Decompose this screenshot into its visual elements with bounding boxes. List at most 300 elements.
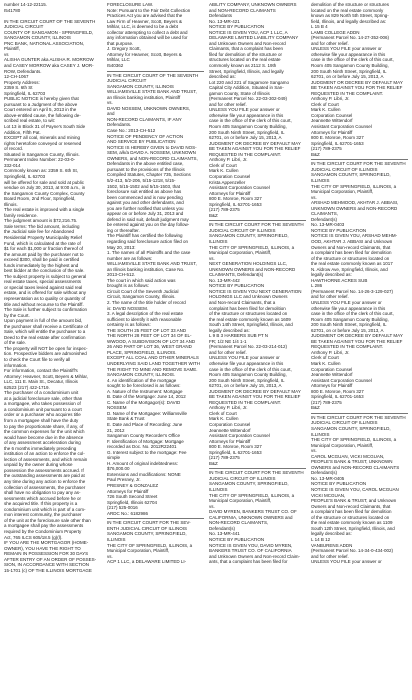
notice-text-line: located on the real estate commonly	[311, 7, 384, 13]
notice-text-line: The real estate is improved with a single	[4, 207, 85, 213]
notice-text-line: JUDGMENT OR DECREE BY DEFAULT MAY	[311, 333, 403, 339]
notice-text-line: vs.	[311, 194, 317, 200]
notice-text-line: scribed real estate, to wit:	[4, 118, 56, 124]
notice-text-line: THE RIGHT TO MINE AND REMOVE SAME.	[107, 366, 198, 372]
notice-text-line: above-entitled cause, the following de-	[4, 112, 81, 118]
notice-text-line: Mark K. Cullen	[311, 107, 341, 113]
notice-text-line: NOTICE BY PUBLICATION	[209, 283, 265, 289]
notice-text-line: ILLINOIS	[311, 177, 330, 183]
notice-text-line: IN THE CIRCUIT COURT FOR THE SEVENTH	[311, 414, 406, 420]
notice-text-line: SEM, a/k/a DAVID A. NOSSEM, UNKNOWN	[107, 150, 196, 156]
notice-text-line: IN THE CIRCUIT COURT FOR THE SEV-	[107, 520, 191, 526]
notice-text-line: Case No.: 2013-CH-512	[107, 128, 156, 134]
notice-text-line: case in the office of the clerk of this court,	[311, 57, 394, 63]
notice-text-line: VANBURENS ADDN	[311, 542, 353, 548]
notice-text-line: 2359 S. 6th St	[4, 85, 33, 91]
notice-text-line: HOLDINGS LLC and Unknown Owners	[209, 294, 288, 300]
notice-text-line: Room 405 Sangamon County Building,	[311, 63, 389, 69]
notice-text-line: unpaid by the owner during whose	[4, 462, 73, 468]
notice-text-line: otherwise file your appearance in this	[209, 112, 284, 118]
notice-text-line: to pay the proportionate share, if any, of	[4, 423, 84, 429]
notice-text-line: number 14-12-22115.	[4, 2, 47, 7]
notice-text-line: UNDERLYING SAID LAND TOGETHER WITH	[107, 361, 201, 366]
notice-text-line: vs.	[107, 100, 113, 106]
notice-text-line: Permanent Index Number: 22-03-0-	[4, 157, 76, 163]
notice-text-line: L 14 B 12	[311, 536, 331, 542]
notice-text-line: REQUESTED IN THE COMPLAINT.	[209, 151, 282, 157]
notice-text-line: NOTICE IS GIVEN YOU, ACP 1 LLC, A	[209, 29, 288, 35]
notice-text-line: South 12th Street, Springfield, Illinois, and	[311, 525, 395, 531]
notice-text-line: Compiled Statutes, Chapter 735, Sections	[107, 172, 191, 178]
notice-text-line: DAVID MYREN, BANKERS TRUST CO. OF	[209, 509, 297, 515]
notice-text-line: case in the office of the clerk of this court,	[311, 311, 394, 317]
notice-text-line: sought to be foreclosed is as follows:	[107, 383, 181, 389]
notice-text-line: Sangamon County Recorder's Office	[107, 433, 181, 439]
notice-text-line: is: DAVID NOSSEM.	[107, 305, 149, 311]
notice-text-line: BANKERS TRUST CO. OF CALIFORNIA	[209, 548, 292, 554]
notice-text-line: (217) 789-2375	[209, 455, 240, 461]
notice-text-line: PUBLIC NOTICE is hereby given that	[4, 96, 79, 102]
notice-column-2	[107, 2, 204, 700]
notice-text-line: any information obtained will be used for	[107, 35, 188, 41]
notice-text-line: L 286	[311, 283, 323, 289]
notice-text-line: condominium unit which is part of a com-	[4, 506, 86, 512]
notice-text-line: Clerk of Court	[311, 101, 339, 107]
notice-text-line: of the structure or structures located on	[311, 255, 390, 261]
notice-text-line: that purpose.	[107, 40, 134, 46]
notice-text-line: she acquired title. If this property is a	[4, 501, 78, 507]
notice-column-1	[4, 2, 101, 700]
notice-text-line: NOTICE BY PUBLICATION	[209, 536, 265, 542]
notice-text-line: commonly known as 2112 S. 19th	[209, 63, 277, 69]
notice-text-line: the 6 months immediately preceding	[4, 445, 77, 451]
notice-text-line: Note: Pursuant to the Fair Debt Collection	[107, 7, 191, 13]
notice-text-line: and for other relief.	[311, 294, 349, 300]
notice-text-line: legally described as:	[311, 272, 352, 278]
notice-text-line: 1. The names of all Plaintiffs and the case	[107, 250, 191, 256]
notice-text-line: Attorney for Heavner, Scott, Beyers &	[107, 51, 182, 57]
notice-text-line: PLACE, SPRINGFIELD, ILLINOIS.	[107, 349, 177, 355]
notice-text-line: exceed $300, shall be paid in certified	[4, 257, 80, 263]
notice-text-line: Defendants in the above entitled case,	[107, 161, 184, 167]
notice-text-line: I540362	[107, 63, 124, 69]
notice-text-line: otherwise file your appearance in this	[209, 361, 284, 366]
notice-text-line: Springfield, IL 62701-1653	[311, 394, 364, 400]
notice-text-line: the real estate commonly known as 1017	[311, 261, 393, 267]
notice-text-line: the real estate commonly known as 1109	[311, 520, 393, 526]
notice-text-line: Practices Act you are advised that the	[107, 13, 183, 19]
notice-text-line: FORECLOSURE LAW.	[107, 2, 154, 7]
notice-text-line: SANGAMON COUNTY, ILLINOIS	[4, 35, 71, 41]
notice-text-line: AFTER ENTRY OF AN ORDER OF POSSES-	[4, 556, 97, 562]
notice-text-line: BE TAKEN AGAINST YOU FOR THE RELIEF	[209, 146, 301, 152]
notice-text-line: 12-CH-1067	[4, 74, 29, 80]
notice-text-line: and for other relief.	[311, 553, 349, 559]
notice-text-line: OOD, AKHTAR J. ABBASI and Unknown	[311, 238, 393, 244]
notice-text-line: JUDICIAL CIRCUIT	[107, 78, 147, 84]
notice-text-line: Circuit Court of the Seventh Judicial	[107, 288, 179, 294]
notice-text-line: Act, 765 ILCS 605/18.5 (g)(l).	[4, 534, 63, 540]
notice-text-line: F. Identification of Mortgage: Mortgage	[107, 438, 184, 444]
notice-text-line: Attorneys for Plaintiff	[209, 190, 251, 196]
notice-text-line: 1502, 5/15-1502 and 5/15-1503, that	[107, 183, 181, 189]
notice-text-line: the outstanding assessments are paid at	[4, 473, 85, 479]
notice-text-line: No. 13-MR-0403	[311, 222, 345, 228]
notice-text-line: A. Nature of the Instrument: Mortgage	[107, 388, 183, 394]
notice-text-line: The Sale is further subject to confirmation	[4, 307, 88, 313]
notice-text-line: Deed to the real estate after confirmation	[4, 334, 86, 340]
notice-text-line: institution of an action to enforce the col-	[4, 451, 85, 457]
notice-text-line: 800 E. Monroe, Room 327	[209, 196, 262, 202]
notice-text-line: No. 13-MR-421	[209, 18, 240, 24]
notice-text-line: by the Court.	[4, 312, 30, 318]
notice-text-line: B. Date of the Mortgage: June 14, 2012	[107, 394, 186, 400]
notice-text-line: vs.	[209, 503, 215, 509]
notice-text-line: Capital City Addition, Situated in San-	[209, 85, 284, 91]
notice-text-line: been commenced and is now pending	[107, 194, 183, 200]
notice-text-line: Room 405 Sangamon County Building,	[209, 124, 287, 130]
notice-text-line: and for other relief.	[209, 101, 247, 107]
notice-text-line: a complaint has been filed for demolition	[311, 509, 392, 515]
notice-text-line: JUDICIAL CIRCUIT OF ILLINOIS	[209, 475, 276, 481]
notice-text-line: Corporation Counsel	[311, 112, 353, 118]
notice-text-line: tion. Prospective bidders are admonished	[4, 351, 87, 357]
notice-text-line: an Illinois banking institution, Plaintiff	[107, 94, 181, 100]
notice-text-line: known as 829 North 5th Street, Spring-	[311, 13, 389, 19]
notice-text-line: Clerk of Court	[311, 355, 339, 361]
notice-text-line: THE SOUTH 25 FEET OF LOT 33 AND	[107, 327, 187, 333]
notice-text-line: Defendant(s)	[209, 525, 236, 531]
notice-divider	[209, 466, 306, 470]
notice-text-line: JUDICIAL CIRCUIT OF ILLINOIS	[209, 227, 276, 233]
notice-text-line: UNKNOWN OWNERS and NON-RECORD	[311, 205, 398, 211]
notice-text-line: EXCEPT all coal, minerals and mining	[4, 135, 80, 141]
notice-divider	[311, 157, 408, 161]
notice-text-line: the Sangamon County Complex, County	[4, 190, 85, 196]
notice-divider	[107, 516, 204, 520]
notice-text-line: 800 E. Monroe, Room 327	[209, 444, 262, 450]
notice-text-line: B&Z	[209, 212, 218, 218]
notice-text-line: order or a purchaser who acquires title	[4, 412, 81, 418]
notice-text-line: number are as follows:	[107, 255, 153, 261]
notice-text-line: THE CITY OF SPRINGFIELD, ILLINOIS, a	[311, 437, 397, 443]
notice-text-line: ants, that a complaint has been filed for	[209, 559, 288, 565]
notice-text-line: DAVID NOSSEM, UNKNOWN OWNERS,	[107, 105, 191, 111]
notice-text-line: JUDGMENT OR DECREE BY DEFAULT MAY	[209, 388, 301, 394]
notice-text-line: representation as to quality or quantity of	[4, 295, 86, 301]
notice-text-line: of the structure or structures located on	[311, 514, 390, 520]
notice-text-line: NOTICE IS GIVEN YOU, DAVID MYREN,	[209, 542, 293, 548]
notice-text-line: PEOPLE'S BANK & TRUST, UNKNOWN	[311, 459, 393, 465]
notice-text-line: the common expenses for the unit which	[4, 429, 85, 435]
notice-text-line: PEOPLE'S BANK & TRUST, and Unknown	[311, 498, 397, 504]
notice-text-line: ILLINOIS	[311, 431, 330, 437]
notice-text-line: The purchaser of a condominium unit	[4, 390, 79, 396]
notice-text-line: ILLINOIS	[209, 487, 228, 493]
notice-text-line: against you and other defendants, and	[107, 200, 184, 206]
notice-text-line: of the structure or structures located on	[209, 311, 288, 317]
notice-text-line: THE CITY OF SPRINGFIELD, ILLINOIS, a	[209, 244, 295, 250]
notice-text-line: The court in which said action was	[107, 277, 176, 283]
notice-text-line: WILLIAMSVILLE STATE BANK AND TRUST,	[107, 89, 197, 95]
notice-text-line: B&Z	[311, 405, 320, 411]
notice-text-line: demolition of the structure or structures	[311, 2, 390, 7]
notice-text-line: D. Name of the Mortgagee: Williamsville	[107, 410, 188, 416]
notice-text-line: of the sale.	[4, 340, 27, 346]
notice-text-line: (Permanent Parcel No. 22-03-302-049)	[209, 96, 288, 102]
notice-text-line: 26 AND PART OF LOT 36, WEST GRAND	[107, 344, 192, 350]
notice-text-line: Attorney: Heavner, Scott, Beyers & Mihlar,	[4, 373, 89, 379]
notice-text-line: VICKI MCGUAN,	[311, 492, 346, 498]
notice-text-line: Fund, which is calculated at the rate of	[4, 240, 81, 246]
notice-text-line: the real estate commonly known as 1609	[209, 316, 291, 322]
notice-text-line: I541780	[4, 7, 21, 13]
notice-text-line: DELAWARE LIMITED LIABILITY COMPANY	[209, 35, 299, 41]
notice-text-line: you are further notified that unless you	[107, 205, 184, 211]
notice-text-line: No. 13-MR-0405	[311, 475, 345, 481]
notice-text-line: required by the Condominium Property	[4, 528, 82, 534]
notice-text-line: 200 South Ninth Street, Springfield, IL	[209, 377, 285, 383]
notice-text-line: Defendants	[209, 13, 233, 19]
notice-text-line: rights heretofore conveyed or reserved	[4, 140, 82, 146]
notice-text-line: a condominium unit pursuant to a court	[4, 406, 82, 412]
notice-text-line: the amount paid by the purchaser not to	[4, 251, 84, 257]
notice-text-line: lection of assessments, and which remain	[4, 456, 88, 462]
notice-text-line: Defendants.	[107, 122, 132, 128]
notice-text-line: Attorneys for Plaintiff	[311, 129, 353, 135]
notice-text-line: Board Room, 2nd Floor, Springfield,	[4, 196, 76, 202]
notice-text-line: UNLESS YOU FILE your answer or	[209, 107, 280, 113]
notice-text-line: The judgment amount is $72,216.75.	[4, 218, 78, 224]
notice-text-line: pursuant to the provisions of the Illinois	[107, 166, 185, 172]
notice-text-line: South 14th Street, Springfield, Illinois, and	[209, 322, 293, 328]
notice-text-line: complaint has been filed for demolition	[209, 305, 286, 311]
notice-text-line: Street, Springfield, Illinois, and legally	[209, 68, 284, 74]
notice-text-line: 200 South Ninth Street, Springfield, IL	[209, 129, 285, 135]
notice-text-line: NOTICE OF PENDENCY OF ACTION	[107, 133, 184, 139]
notice-text-line: Assistant Corporation Counsel	[209, 185, 270, 191]
notice-text-line: vendue on July 30, 2013, at 9:00 a.m., in	[4, 185, 86, 191]
notice-divider	[107, 69, 204, 73]
notice-text-line: NOTICE BY PUBLICATION	[311, 227, 367, 233]
notice-text-line: will be offered for sale and sold at public	[4, 179, 84, 185]
notice-text-line: IF YOU ARE THE MORTGAGOR (HOME-	[4, 540, 89, 546]
notice-text-line: May 20, 2013:	[107, 244, 136, 250]
notice-text-line: JUDGMENT OR DECREE BY DEFAULT MAY	[311, 79, 403, 85]
notice-text-line: CALIFORNIA, UNKNOWN OWNERS and	[209, 514, 293, 520]
notice-text-line: Assistant Corporation Counsel	[311, 377, 372, 383]
notice-text-line: JUDICIAL CIRCUIT	[4, 24, 44, 30]
notice-text-line: Assistant Corporation Counsel	[311, 124, 372, 130]
notice-text-line: State Bank & Trust	[107, 416, 145, 422]
notice-text-line: BE TAKEN AGAINST YOU FOR THE RELIEF	[311, 85, 403, 91]
notice-text-line: THE CITY OF SPRINGFIELD, ILLINOIS, a	[311, 183, 397, 189]
notice-text-line: otherwise file your appearance in this	[311, 305, 386, 311]
notice-text-line: Jeannette Wittendorf	[311, 372, 353, 378]
notice-text-line: H. Amount of original indebtedness:	[107, 460, 179, 466]
notice-text-line: estate, and is offered for sale without any	[4, 290, 86, 296]
notice-text-line: NOTICE IS GIVEN YOU, CAROL MCGUAN	[311, 487, 399, 493]
notice-text-line: SANGAMON COUNTY, SPRINGFIELD,	[209, 481, 289, 487]
notice-text-line: 200 South Ninth Street, Springfield, IL	[311, 322, 387, 328]
notice-text-line: ARSHAD MEHMOOD, AKHTAR J. ABBASI,	[311, 200, 399, 206]
notice-text-line: of record.	[4, 146, 24, 152]
notice-text-line: Property Address:	[4, 79, 40, 85]
notice-text-line: IN THE CIRCUIT COURT FOR THE SEVENTH	[209, 470, 304, 476]
notice-text-line: Mark K. Cullen	[311, 361, 341, 366]
notice-text-line: Situated in Sangamon County, Illinois.	[4, 151, 80, 157]
notice-text-line: 62523 (217) 422-1719.	[4, 384, 50, 390]
notice-text-line: or special taxes levied against said real	[4, 284, 83, 290]
notice-text-line: would have become due in the absence	[4, 434, 84, 440]
notice-text-line: 800 E. Monroe, Room 327	[311, 135, 364, 141]
notice-text-line: E. Date and Place of Recording: June	[107, 422, 183, 428]
notice-text-line: Attorneys for Plaintiff	[107, 488, 149, 494]
notice-text-line: (Permanent Parcel No. 14-26-3-129-027)	[311, 288, 394, 294]
notice-text-line: Addition, Fifth Pat.	[4, 129, 41, 135]
notice-text-line: Lot 220 and 221 of Sagamore Sangamo	[209, 79, 290, 85]
notice-text-line: Clerk of Court	[209, 162, 237, 168]
notice-text-line: For information, contact the Plaintiff's	[4, 368, 78, 374]
notice-text-line: NON-RECORD CLAIMANTS,	[209, 520, 269, 526]
notice-text-line: at a judicial foreclosure sale, other than	[4, 395, 83, 401]
notice-text-line: Mihlar, LLC	[107, 57, 130, 63]
notice-text-line: UNKNOWN OWNERS and NON-RECORD	[209, 266, 296, 272]
notice-text-line: IN THE CIRCUIT COURT OF THE SEVENTH	[107, 72, 199, 78]
notice-text-line: BE TAKEN AGAINST YOU FOR THE RELIEF	[209, 394, 301, 400]
notice-text-line: IN THE CIRCUIT COURT OF THE SEVENTH	[4, 18, 96, 24]
notice-text-line: Room 405 Sangamon County Building,	[209, 372, 287, 378]
notice-text-line: NOTICE BY PUBLICATION	[311, 481, 367, 487]
notice-column-3	[209, 2, 306, 700]
notice-text-line: LAMB COLLEGE ADDN	[311, 29, 360, 35]
notice-text-line: sessments which accrued before he or	[4, 495, 82, 501]
notice-text-line: from a mortgagee shall have the duty	[4, 418, 79, 424]
notice-text-line: OWNER), YOU HAVE THE RIGHT TO	[4, 545, 81, 551]
notice-text-line: REQUESTED IN THE COMPLAINT.	[311, 344, 384, 350]
notice-text-line: 4. An identification of the mortgage	[107, 377, 177, 383]
notice-text-line: SANGAMON COUNTY, SPRINGFIELD,	[311, 172, 391, 178]
notice-text-line: collector attempting to collect a debt and	[107, 29, 188, 35]
notice-text-line: ILLINOIS	[107, 536, 126, 542]
notice-text-line: Commonly known as: 2359 S. 6th St,	[4, 168, 79, 174]
notice-text-line: Anthony P. Libri, Jr.	[311, 349, 350, 355]
notice-text-line: Owners and Non-record Claimants, that	[311, 503, 391, 509]
notice-text-line: Municipal Corporation, Plaintiff,	[209, 250, 272, 256]
notice-text-line: Owners and Non-record Claimants, that	[311, 244, 391, 250]
notice-text-line: COUNTY OF SANGAMON - SPRINGFIELD,	[4, 29, 94, 35]
notice-text-line: NOTICE IS HEREBY GIVEN to DAVID NOS-	[107, 144, 197, 150]
notice-text-line: $1 for each $1,000 or fraction thereof of	[4, 246, 84, 252]
notice-text-line: described as:	[209, 74, 236, 80]
notice-text-line: LLC, 111 E. Main St., Decatur, Illinois	[4, 379, 78, 385]
notice-text-line: (Permanent Parcel No. 14-27-352-006)	[311, 35, 390, 41]
notice-text-line: Springfield, Illinois 62704	[107, 499, 158, 505]
notice-text-line: Law Firm of Heavner, Scott, Beyers &	[107, 18, 183, 24]
notice-text-line: sufficient to identify it with reasonable	[107, 316, 182, 322]
notice-text-line: NOTICE IS GIVEN YOU NEXT GENERATION	[209, 288, 302, 294]
notice-text-line: ROW, Defendants.	[4, 68, 42, 74]
notice-text-line: The Plaintiff has certified the following	[107, 233, 183, 239]
notice-text-line: vs.	[107, 553, 113, 559]
notice-text-line: L 9 B 3 HARBERS SUB PT N	[209, 333, 269, 339]
notice-text-line: N. Aldrow Ave, Springfield, Illinois, and	[311, 266, 388, 272]
notice-text-line: REQUESTED IN THE COMPLAINT.	[311, 90, 384, 96]
notice-text-line: Municipal Corporation, Plaintiff,	[311, 442, 374, 448]
notice-text-line: legally described as:	[311, 531, 352, 537]
notice-text-line: 15-1701 (c) OF THE ILLINOIS MORTGAGE	[4, 567, 92, 573]
notice-text-line: JUDICIAL CIRCUIT OF ILLINOIS	[311, 166, 378, 172]
notice-text-line: AND SERVICE BY PUBLICATION	[107, 139, 176, 145]
notice-text-line: Springfield, IL 62703	[4, 90, 46, 96]
notice-text-line: possession the assessments accrued. If	[4, 467, 84, 473]
notice-text-line: and CASEY MORROW aka CASEY J. MOR-	[4, 63, 94, 69]
notice-text-line: 332-014	[4, 162, 21, 168]
notice-text-line: UNLESS YOU FILE your answer or	[209, 355, 280, 361]
notice-text-line: The subject property is subject to general	[4, 273, 87, 279]
notice-text-line: 62701, on or before July 15, 2013, A	[209, 135, 282, 141]
notice-text-line: JUDICIAL CIRCUIT OF ILLINOIS	[311, 420, 378, 426]
notice-text-line: REMAIN IN POSSESSION FOR 30 DAYS	[4, 551, 89, 557]
notice-text-line: a mortgagee shall pay the assessments	[4, 523, 84, 529]
notice-text-line: SANGAMON COUNTY, ILLINOIS	[107, 83, 174, 89]
notice-text-line: J. Gregory Scott,	[107, 46, 141, 52]
notice-text-line: collection of assessments, the purchaser	[4, 484, 86, 490]
notice-text-line: Extensions and modifications: NONE	[107, 471, 181, 477]
notice-text-line: Krista Appenzeller	[209, 179, 246, 185]
notice-text-line: SANGAMON COUNTY, ILLINOIS.	[107, 372, 176, 378]
notice-text-line: regarding said foreclosure action filed on	[107, 238, 189, 244]
notice-text-line: Paul Presney, Jr.	[107, 477, 141, 483]
notice-text-line: 200 South Ninth Street, Springfield, IL	[311, 68, 387, 74]
notice-text-line: title and without recourse to the Plaintiff.	[4, 301, 84, 307]
notice-text-line: Springfield, IL 62701-1653	[209, 201, 262, 207]
notice-text-line: 726 South Second Street	[107, 494, 158, 500]
notice-text-line: (217) 525-0016	[107, 505, 138, 511]
notice-text-line: OWNERS and NON-RECORD CLAIMANTS	[311, 464, 400, 470]
notice-text-line: 5/2-413, 5/2-206, 5/15-1218, 5/15-	[107, 177, 176, 183]
notice-text-line: BE TAKEN AGAINST YOU FOR THE RELIEF	[311, 338, 403, 344]
notice-text-line: a mortgagee, who takes possession of	[4, 401, 81, 407]
notice-text-line: (217) 789-2375	[311, 146, 342, 152]
notice-text-line: Defendant(s)	[311, 216, 338, 222]
notice-text-line: G. Interest subject to the mortgage: Fee	[107, 449, 187, 455]
notice-text-line: NOTICE BY PUBLICATION	[209, 24, 265, 30]
notice-text-line: Illinois.	[4, 201, 18, 207]
notice-text-line: otherwise file your appearance in this	[311, 51, 386, 57]
notice-divider	[311, 411, 408, 415]
notice-text-line: Attorneys for Plaintiff	[311, 383, 353, 389]
notice-column-4	[311, 2, 408, 700]
notice-text-line: THE NORTH 28 FEET OF LOT 34 OF EL-	[107, 333, 192, 339]
notice-text-line: Defendant(s)	[311, 470, 338, 476]
notice-text-line: UNLESS YOU FILE your answer or	[311, 559, 382, 565]
notice-text-line: any time during any action to enforce the	[4, 479, 86, 485]
notice-text-line: CLAIMANTS, Defendant(s)	[209, 272, 264, 278]
notice-text-line: Jeannette Wittendorf	[311, 118, 353, 124]
notice-text-line: pursuant to a Judgment of the above	[4, 101, 78, 107]
notice-text-line: Room 405 Sangamon County Building,	[311, 316, 389, 322]
notice-text-line: Municipal Corporation, Plaintiff,	[311, 189, 374, 195]
notice-text-line: CLAIMANTS,	[311, 211, 339, 217]
notice-text-line: Mihlar, LLC, is deemed to be a debt	[107, 24, 179, 30]
notice-text-line: (Permanent Parcel No. 14-34-0-434-002)	[311, 548, 394, 554]
notice-text-line: Municipal Corporation, Plaintiff,	[107, 548, 170, 554]
notice-text-line: SANGAMON COUNTY, SPRINGFIELD,	[107, 531, 187, 537]
notice-text-line: Assistant Corporation Counsel	[209, 433, 270, 439]
notice-text-line: THE CITY OF SPRINGFIELD, ILLINOIS, a	[209, 492, 295, 498]
notice-text-line: structures located on the real estate	[209, 57, 281, 63]
